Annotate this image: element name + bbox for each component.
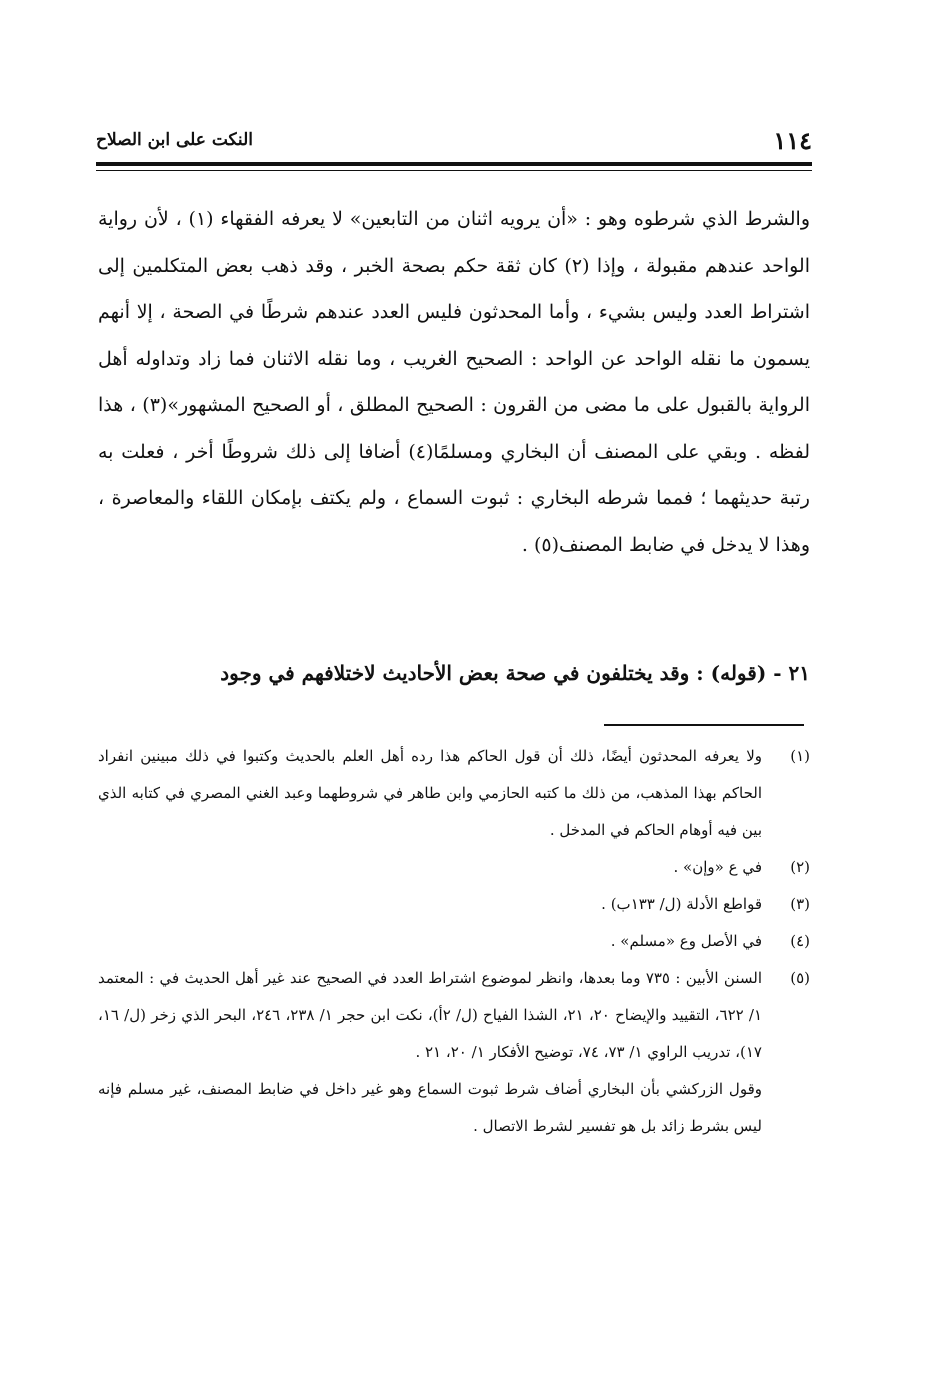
footnote-number: (١): [790, 747, 810, 765]
footnote-5: [98, 960, 810, 1071]
page-header: [96, 118, 812, 158]
footnote-number: (٥): [790, 969, 810, 987]
footnote-1: [98, 738, 810, 849]
footnote-separator: [604, 724, 804, 726]
footnote-number: (٢): [790, 858, 810, 876]
body-paragraph: والشرط الذي شرطوه وهو : «أن يرويه اثنان من التابعين» لا يعرفه الفقهاء (١) ، لأن رواية الواحد عندهم مقبولة ، وإذا (٢) كان ثقة حكم بصحة الخبر ، وقد ذهب بعض المتكلمين إلى اشتراط العدد وليس بشيء ، وأما المحدثون فليس العدد عندهم شرطًا في الصحة ، إلا أنهم يسمون ما نقله الواحد عن الواحد : الصحيح الغريب ، وما نقله الاثنان فما زاد وتداوله أهل الرواية بالقبول على ما مضى من القرون : الصحيح المطلق ، أو الصحيح المشهور»(٣) ، هذا لفظه . وبقي على المصنف أن البخاري ومسلمًا(٤) أضافا إلى ذلك شروطًا أخر ، فعلت به رتبة حديثهما ؛ فمما شرطه البخاري : ثبوت السماع ، ولم يكتف بإمكان اللقاء والمعاصرة ، وهذا لا يدخل في ضابط المصنف(٥) .: [98, 208, 810, 556]
footnote-3: [98, 886, 810, 923]
footnote-text: ولا يعرفه المحدثون أيضًا، ذلك أن قول الحاكم هذا رده أهل العلم بالحديث وكتبوا في ذلك مبينين انفراد الحاكم بهذا المذهب، من ذلك ما كتبه الحازمي وابن طاهر في شروطهما وعبد الغني المصري في كتابه الذي بين فيه أوهام الحاكم في المدخل .: [98, 747, 762, 839]
footnote-number: (٣): [790, 895, 810, 913]
footnote-2: [98, 849, 810, 886]
footnotes: [98, 738, 810, 1145]
footnote-continuation: وقول الزركشي بأن البخاري أضاف شرط ثبوت السماع وهو غير داخل في ضابط المصنف، غير مسلم فإنه ليس بشرط زائد بل هو تفسير لشرط الاتصال .: [98, 1080, 762, 1135]
section-heading: ٢١ - (قوله) : وقد يختلفون في صحة بعض الأحاديث لاختلافهم في وجود: [220, 661, 810, 685]
page-number: ١١٤: [773, 126, 812, 155]
header-rule-thick: [96, 162, 812, 166]
running-title: النكت على ابن الصلاح: [96, 130, 253, 150]
footnote-4: [98, 923, 810, 960]
footnote-text: في الأصل وع «مسلم» .: [610, 932, 762, 950]
footnote-number: (٤): [790, 932, 810, 950]
footnote-text: في ع «وإن» .: [673, 858, 762, 876]
footnote-text: قواطع الأدلة (ل/ ١٣٣ب) .: [601, 895, 762, 913]
header-rule-thin: [96, 170, 812, 171]
footnote-text: السنن الأبين : ٧٣٥ وما بعدها، وانظر لموضوع اشتراط العدد في الصحيح عند غير أهل الحديث في : المعتمد ١/ ٦٢٢، التقييد والإيضاح ٢٠، ٢١، الشذا الفياح (ل/ ٢أ)، نكت ابن حجر ١/ ٢٣٨، ٢٤٦، البحر الذي زخر (ل/ ١٦، ١٧)، تدريب الراوي ١/ ٧٣، ٧٤، توضيح الأفكار ١/ ٢٠، ٢١ .: [98, 969, 763, 1061]
main-text: [98, 196, 810, 568]
